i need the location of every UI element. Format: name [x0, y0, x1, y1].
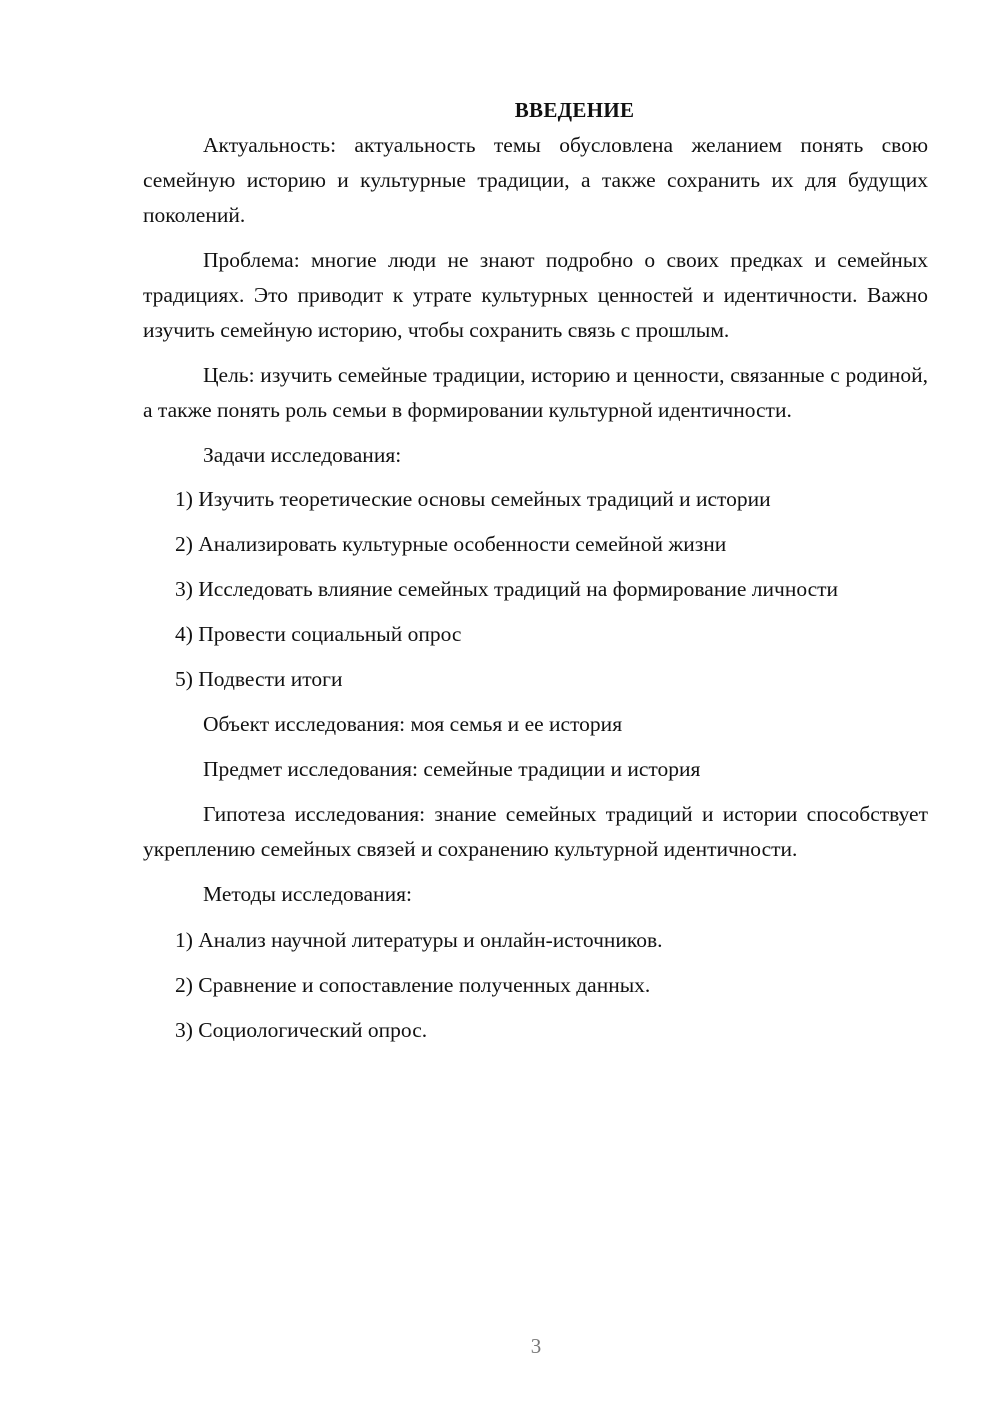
task-item: 5) Подвести итоги	[175, 667, 343, 691]
goal-paragraph: Цель: изучить семейные традиции, историю и ценности, связанные с родиной, а также понять роль семьи в формировании культурной идентичности.	[143, 363, 928, 422]
task-item: 1) Изучить теоретические основы семейных традиций и истории	[175, 487, 771, 511]
task-item: 4) Провести социальный опрос	[175, 622, 462, 646]
subject-paragraph: Предмет исследования: семейные традиции и история	[203, 757, 701, 781]
relevance-paragraph: Актуальность: актуальность темы обусловлена желанием понять свою семейную историю и культурные традиции, а также сохранить их для будущих поколений.	[143, 133, 928, 227]
hypothesis-paragraph: Гипотеза исследования: знание семейных традиций и истории способствует укреплению семейных связей и сохранению культурной идентичности.	[143, 802, 928, 861]
task-item: 3) Исследовать влияние семейных традиций на формирование личности	[175, 577, 839, 601]
tasks-heading: Задачи исследования:	[203, 443, 402, 467]
page-number: 3	[530, 1334, 542, 1358]
document-body	[143, 93, 928, 1048]
method-item: 3) Социологический опрос.	[175, 1018, 428, 1042]
methods-heading: Методы исследования:	[203, 882, 412, 906]
method-item: 2) Сравнение и сопоставление полученных данных.	[175, 973, 651, 997]
method-item: 1) Анализ научной литературы и онлайн-источников.	[175, 928, 663, 952]
section-title: ВВЕДЕНИЕ	[514, 98, 635, 122]
object-paragraph: Объект исследования: моя семья и ее история	[203, 712, 623, 736]
problem-paragraph: Проблема: многие люди не знают подробно о своих предках и семейных традициях. Это приводит к утрате культурных ценностей и идентичности. Важно изучить семейную историю, чтобы сохранить связь с прошлым.	[143, 248, 928, 342]
task-item: 2) Анализировать культурные особенности семейной жизни	[175, 532, 727, 556]
